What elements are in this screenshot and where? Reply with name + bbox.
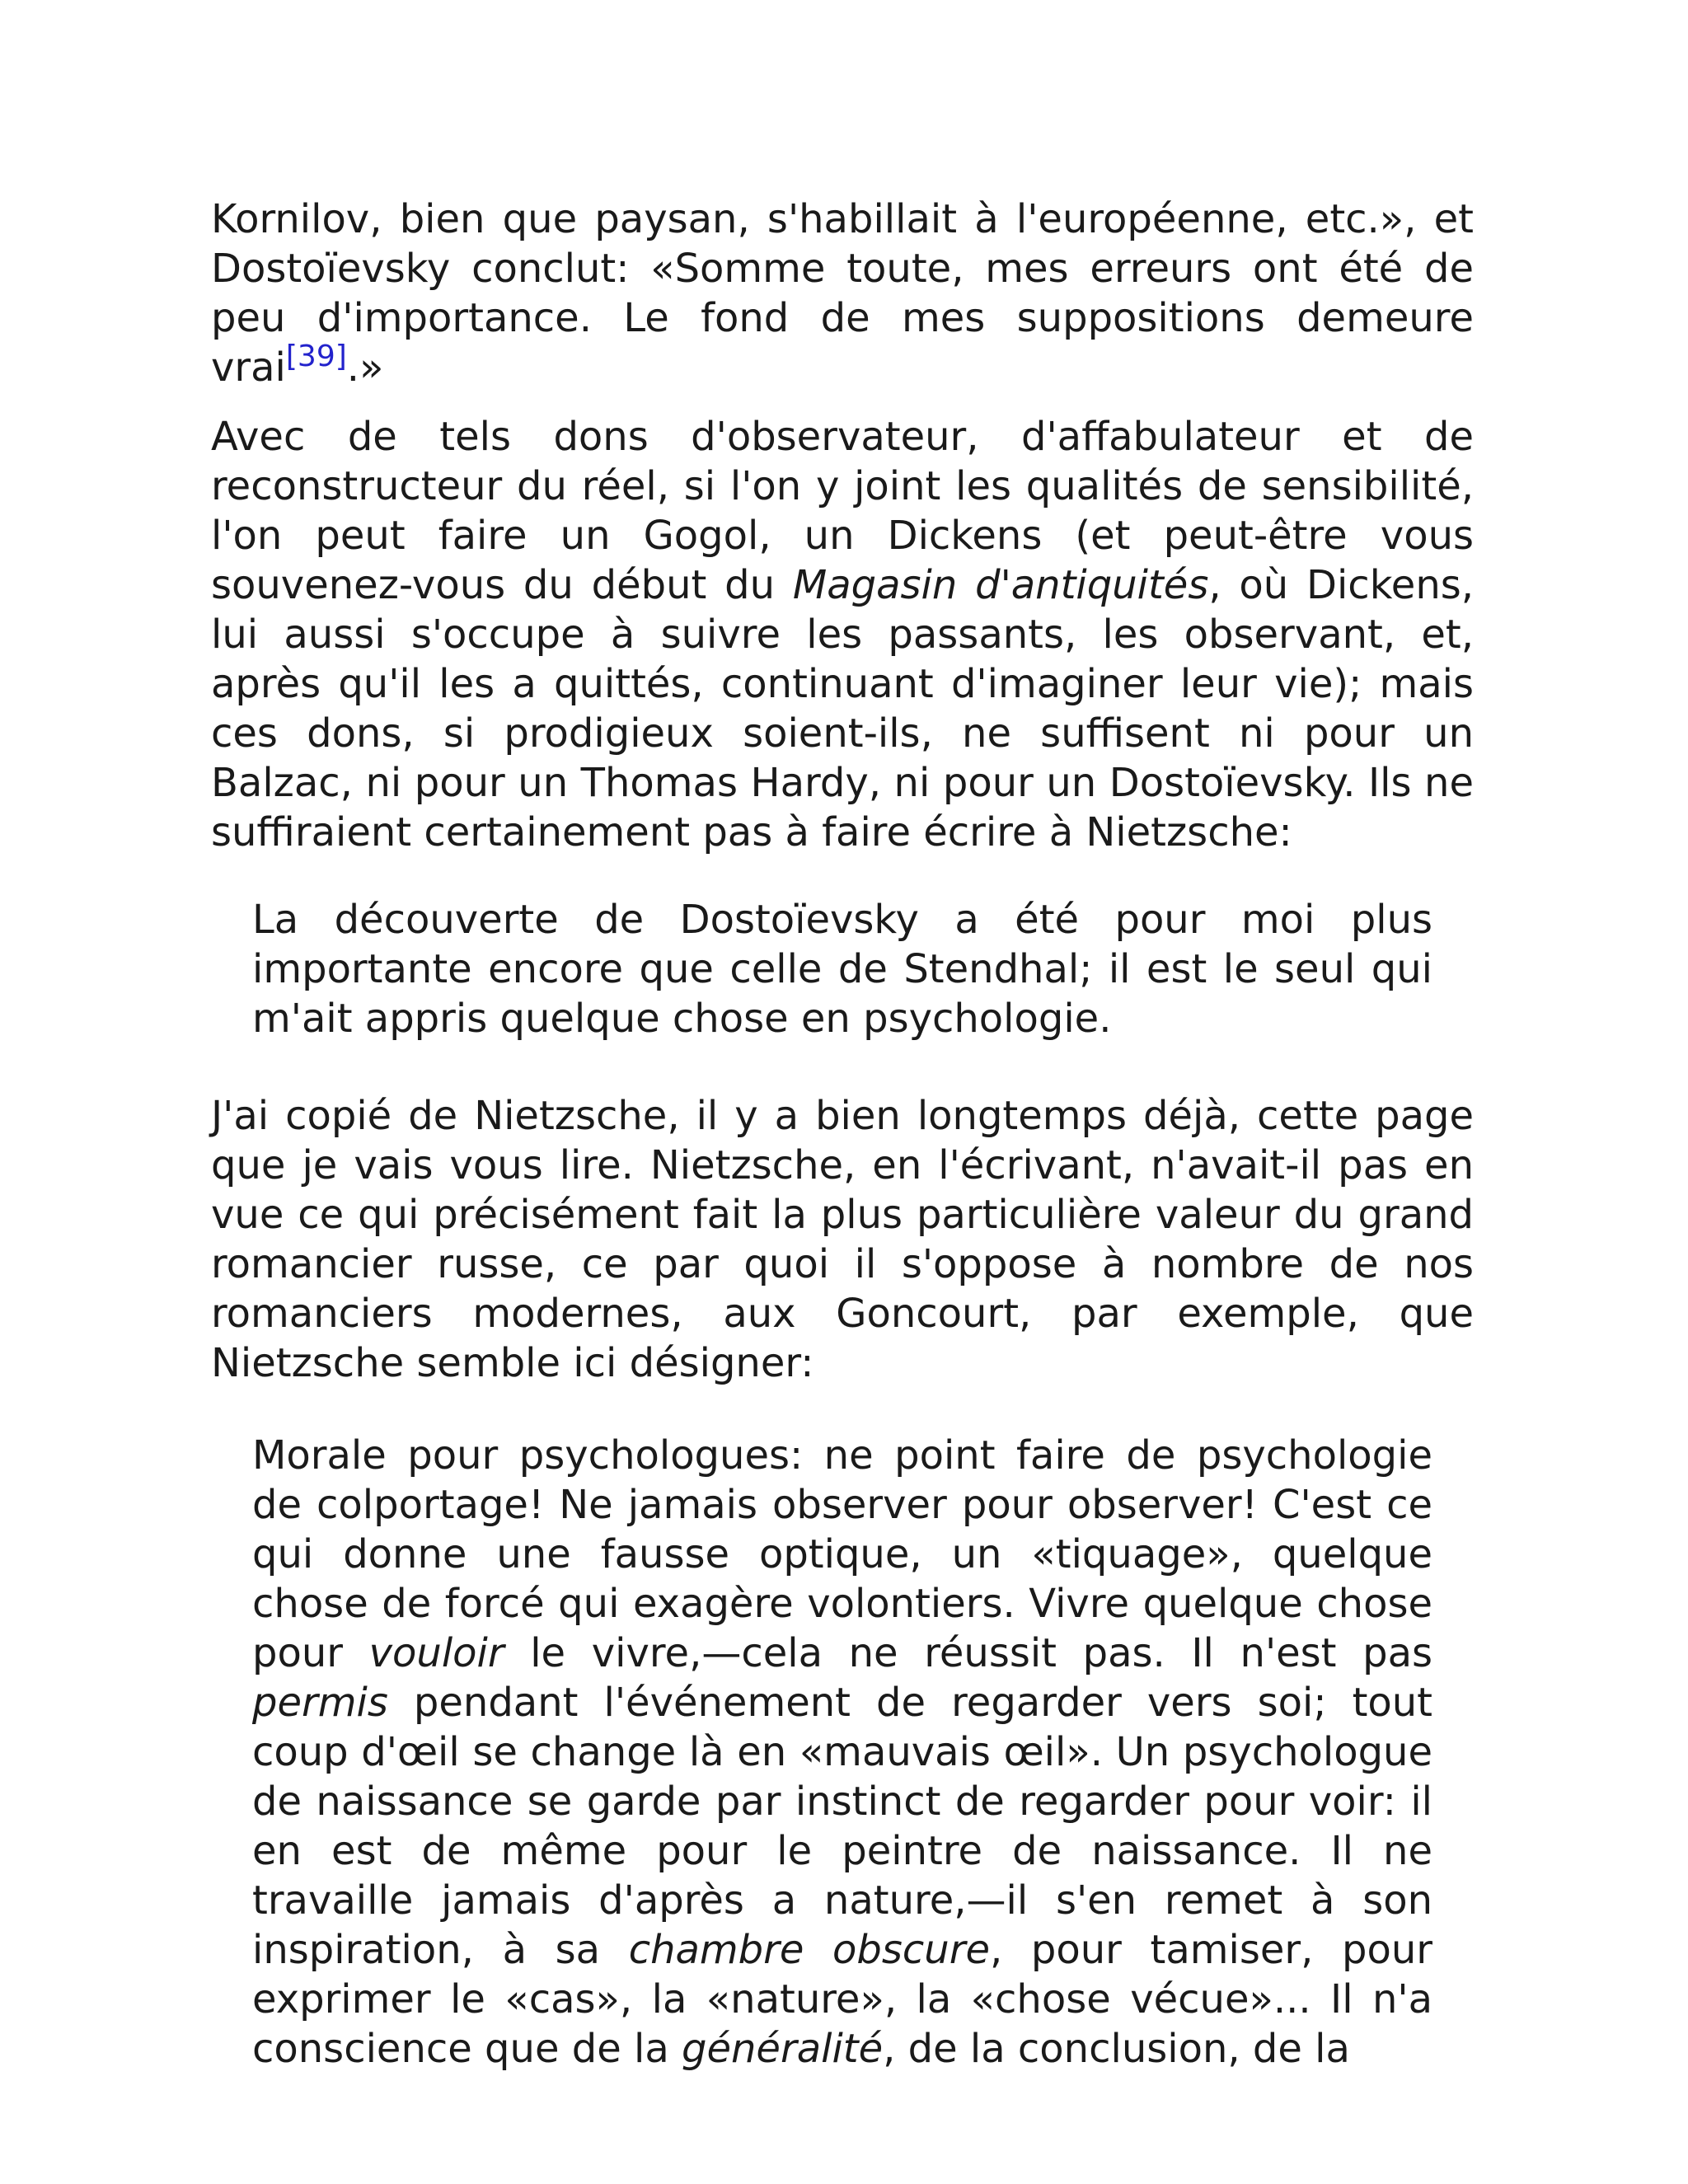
footnote-ref xyxy=(286,340,347,373)
document-page xyxy=(211,194,1474,2116)
paragraph-text: Kornilov, bien que paysan, s'habillait à l'européenne, etc.», et Dostoïevsky conclut: «Somme toute, mes erreurs ont été de peu d'importance. Le fond de mes suppositions demeure vrai xyxy=(211,196,1474,391)
quote-text: , pour tamiser, pour exprimer le «cas», la «nature», la «chose vécue»... Il n'a conscience que de la xyxy=(252,1927,1433,2072)
book-title-magasin: Magasin d'antiquités xyxy=(792,562,1209,608)
paragraph-text: Avec de tels dons d'observateur, d'affabulateur et de reconstructeur du réel, si l'on y joint les qualités de sensibilité, l'on peut faire un Gogol, un Dickens (et peut-être vous souvenez-vous du début du xyxy=(211,414,1474,608)
quote-morale-psychologues xyxy=(252,1431,1432,2074)
paragraph-copie: J'ai copié de Nietzsche, il y a bien longtemps déjà, cette page que je vais vous lire. Nietzsche, en l'écrivant, n'avait-il pas en vue ce qui précisément fait la plus particulière valeur du grand romancier russe, ce par quoi il s'oppose à nombre de nos romanciers modernes, aux Goncourt, par exemple, que Nietzsche semble ici désigner: xyxy=(211,1093,1474,1386)
paragraph-text-end: , où Dickens, lui aussi s'occupe à suivre les passants, les observant, et, après qu'il les a quittés, continuant d'imaginer leur vie); mais ces dons, si prodigieux soient-ils, ne suffisent ni pour un Balzac, ni pour un Thomas Hardy, ni pour un Dostoïevsky. Ils ne suffiraient certainement pas à faire écrire à Nietzsche: xyxy=(211,562,1475,855)
emphasis-vouloir: vouloir xyxy=(368,1630,504,1676)
emphasis-generalite: généralité xyxy=(682,2026,884,2072)
paragraph-text-end: .» xyxy=(346,344,384,391)
quote-text: Morale pour psychologues: ne point faire de psychologie de colportage! Ne jamais observer pour observer! C'est ce qui donne une fausse optique, un «tiquage», quelque chose de forcé qui exagère volontiers. Vivre quelque chose pour xyxy=(252,1432,1432,1676)
emphasis-permis: permis xyxy=(252,1680,388,1726)
quote-nietzsche-stendhal: La découverte de Dostoïevsky a été pour moi plus importante encore que celle de Stendhal; il est le seul qui m'ait appris quelque chose en psychologie. xyxy=(252,897,1432,1042)
quote-text: , de la conclusion, de la xyxy=(883,2026,1350,2072)
quote-text: le vivre,—cela ne réussit pas. Il n'est pas xyxy=(504,1630,1433,1676)
paragraph-kornilov xyxy=(211,194,1474,392)
quote-text: pendant l'événement de regarder vers soi; tout coup d'œil se change là en «mauvais œil». Un psychologue de naissance se garde par instinct de regarder pour voir: il en est de même pour le peintre de naissance. Il ne travaille jamais d'après a nature,—il s'en remet à son inspiration, à sa xyxy=(252,1680,1432,1973)
emphasis-chambre-obscure: chambre obscure xyxy=(628,1927,990,1973)
footnote-link-39[interactable]: [39] xyxy=(285,340,347,373)
paragraph-dons xyxy=(211,412,1474,857)
